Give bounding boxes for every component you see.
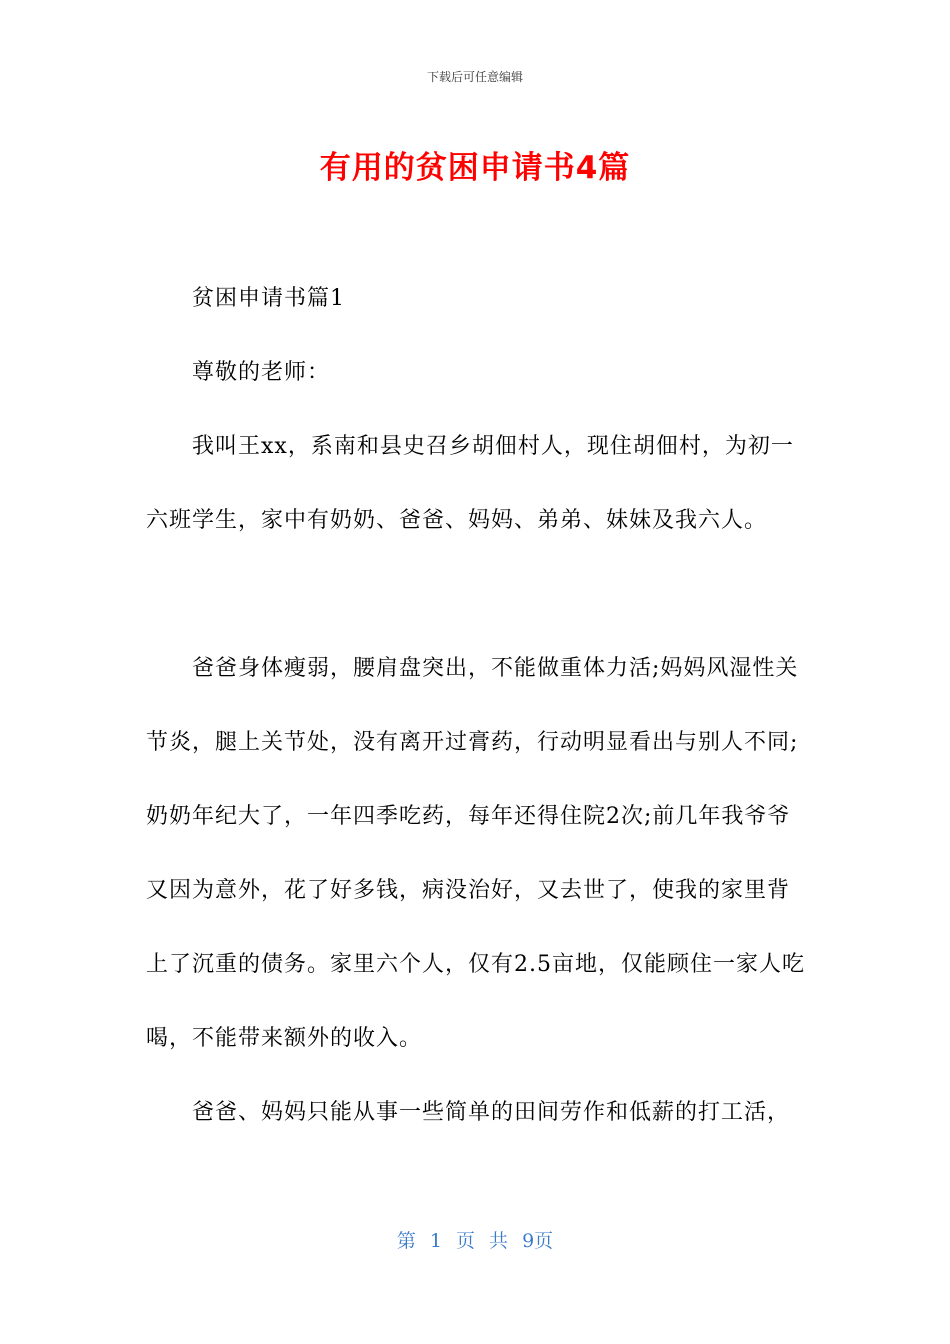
body-paragraph: 我叫王xx，系南和县史召乡胡佃村人，现住胡佃村，为初一六班学生，家中有奶奶、爸爸、妈妈、弟弟、妹妹及我六人。 [146,434,794,533]
header-note: 下载后可任意编辑 [426,70,523,84]
body-paragraph: 爸爸、妈妈只能从事一些简单的田间劳作和低薪的打工活， [192,1100,791,1125]
salutation: 尊敬的老师： [192,360,331,385]
body-paragraph: 爸爸身体瘦弱，腰肩盘突出，不能做重体力活;妈妈风湿性关节炎，腿上关节处，没有离开过膏药，行动明显看出与别人不同;奶奶年纪大了，一年四季吃药，每年还得住院2次;前几年我爷爷又因为意外，花了好多钱，病没治好，又去世了，使我的家里背上了沉重的债务。家里六个人，仅有2.5亩地，仅能顾住一家人吃喝，不能带来额外的收入。 [146,656,805,1051]
section-heading: 贫困申请书篇1 [192,286,345,311]
paragraph-gap [146,558,808,632]
document-title: 有用的贫困申请书4篇 [319,150,631,186]
document-body [146,262,808,1150]
page-number-footer: 第 1 页 共 9页 [396,1230,554,1252]
